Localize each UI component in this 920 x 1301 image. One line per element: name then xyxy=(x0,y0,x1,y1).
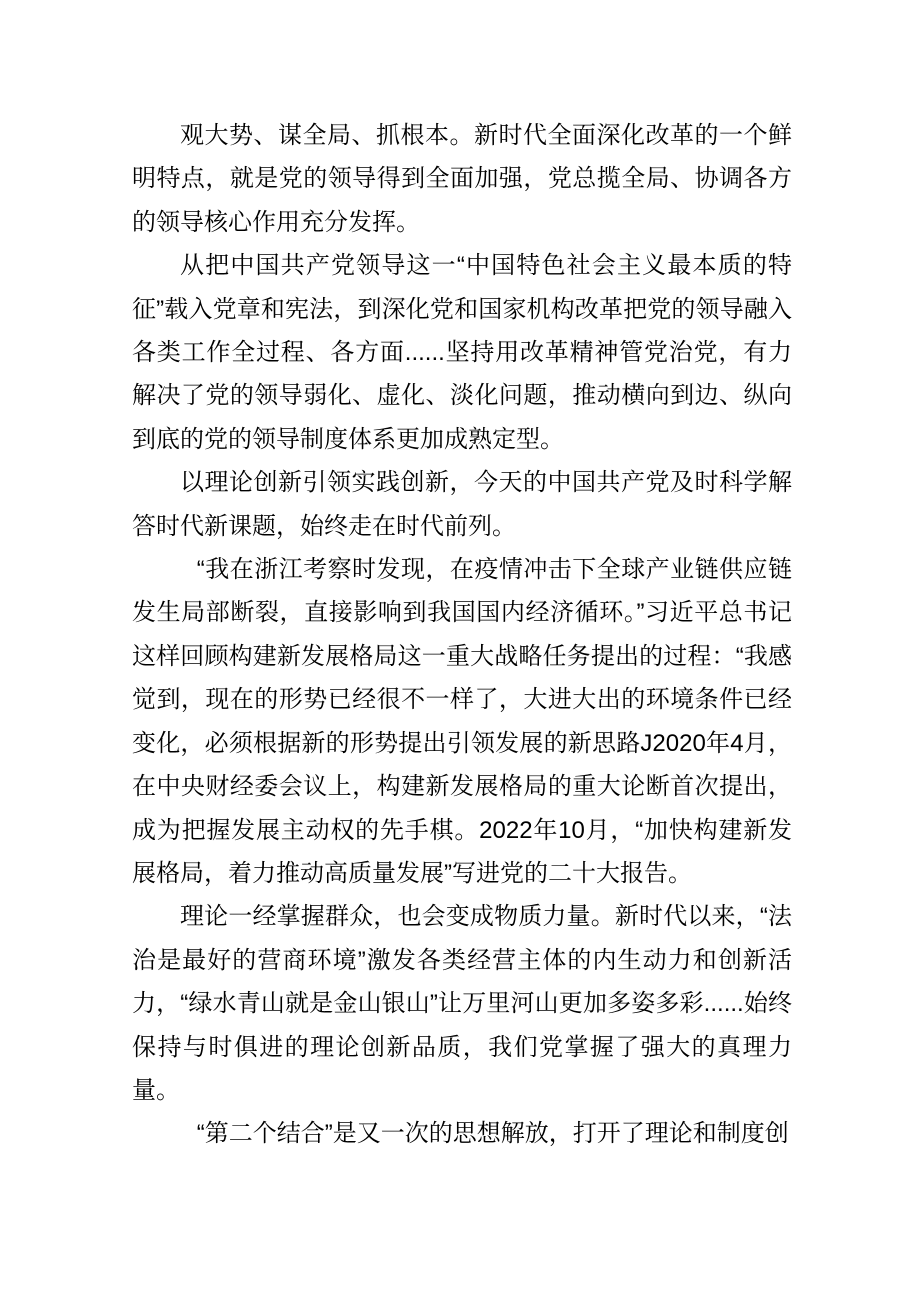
paragraph-6: “第二个结合”是又一次的思想解放，打开了理论和制度创 xyxy=(196,1120,789,1148)
document-text-block xyxy=(132,114,792,1156)
paragraph-1: 观大势、谋全局、抓根本。新时代全面深化改革的一个鲜明特点，就是党的领导得到全面加强，党总揽全局、协调各方的领导核心作用充分发挥。 xyxy=(132,122,792,236)
paragraph-4: “我在浙江考察时发现，在疫情冲击下全球产业链供应链发生局部断裂，直接影响到我国国内经济循环。”习近平总书记这样回顾构建新发展格局这一重大战略任务提出的过程：“我感觉到，现在的形势已经很不一样了，大进大出的环境条件已经变化，必须根据新的形势提出引领发展的新思路J2020年4月，在中央财经委会议上，构建新发展格局的重大论断首次提出，成为把握发展主动权的先手棋。2022年10月，“加快构建新发展格局，着力推动高质量发展”写进党的二十大报告。 xyxy=(132,556,792,887)
paragraph-5: 理论一经掌握群众，也会变成物质力量。新时代以来，“法治是最好的营商环境”激发各类经营主体的内生动力和创新活力，“绿水青山就是金山银山”让万里河山更加多姿多彩......始终保持与时俱进的理论创新品质，我们党掌握了强大的真理力量。 xyxy=(132,903,792,1104)
paragraph-3: 以理论创新引领实践创新，今天的中国共产党及时科学解答时代新课题，始终走在时代前列。 xyxy=(132,469,792,540)
paragraph-2: 从把中国共产党领导这一“中国特色社会主义最本质的特征”载入党章和宪法，到深化党和国家机构改革把党的领导融入各类工作全过程、各方面......坚持用改革精神管党治党，有力解决了党的领导弱化、虚化、淡化问题，推动横向到边、纵向到底的党的领导制度体系更加成熟定型。 xyxy=(132,252,792,453)
